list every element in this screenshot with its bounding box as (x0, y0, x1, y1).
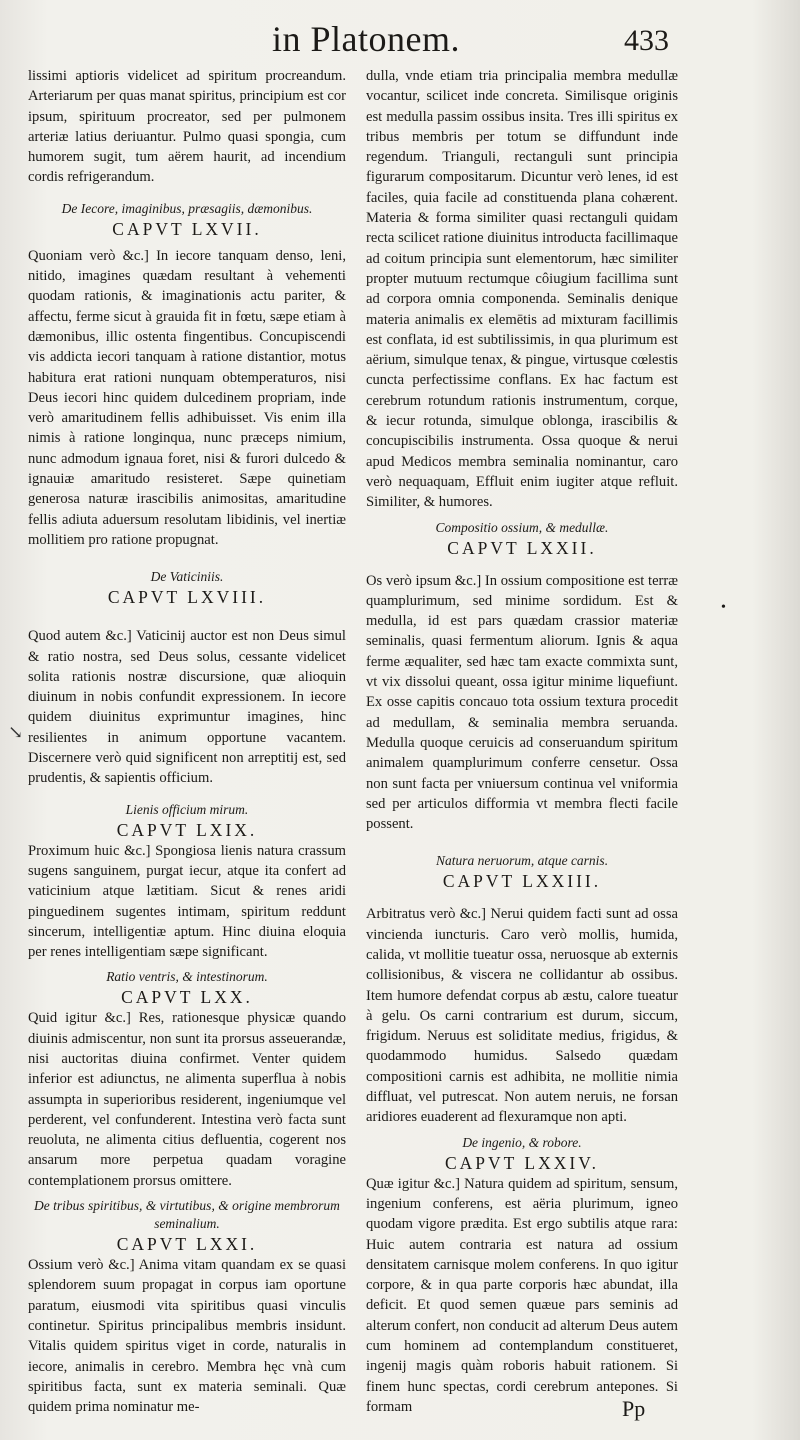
section-title: Lienis officium mirum. (125, 801, 249, 817)
signature-mark: Pp (622, 1396, 646, 1421)
section-text: Quod autem &c.] Vaticinij auctor est non Deus simul & ratio nostra, sed Deus solus, cessante videlicet solita rationis nostræ discursione, quæ alioquin diuinum in nobis confundit expressionem. In iecore quidem diuinitus exprimuntur imagines, hinc resilientes in animum opportune vacantem. Discernere verò quid significent non arreptitij est, sed prudentis, & sapientis officium. (28, 628, 346, 787)
section-text: Proximum huic &c.] Spongiosa lienis natura crassum sugens sanguinem, purgat iecur, atque ita confert ad vaticinium atque lætitiam. Sicut & renes aridi pinguedinem sugentes intimam, spiritum reddunt sincerum, intelligentiæ aptum. Hinc diuina eloquia per renes intelligentiam sæpe significant. (28, 842, 346, 961)
right-column-intro: dulla, vnde etiam tria principalia membra medullæ vocantur, scilicet inde concreta. Similisque originis est medulla passim ossibus insita. Tres illi spiritus ex tribus membris per totum se diffundunt inde regendum. Trianguli, rectanguli sunt principia figurarum compositarum. Dicuntur verò lenes, id est faciles, quia facile ad constituenda plana cohærent. Materia & forma similiter quasi rectanguli quidam recta scilicet ratione diuinitus introducta facillimaque ad coitum principia sunt elementorum, hæc similiter propter mutuum rectumque côiugium facillima sunt ad corpora omnia componenda. Seminalis denique materia animalis ex elemētis ad mixturam facillimis est conflata, id est subtilissimis, in qua plurimum est aërium, simulque tenax, & pingue, virtusque cœlestis cuncta perfectissime conflans. Ex hac factum est cerebrum rotundum rationis instrumentum, corque, & iecur rotunda, simulque oblonga, irascibilis & concupiscibilis instrumenta. Ossa quoque & nerui apud Medicos membra seminalia nominantur, caro verò nequaquam, Effluit enim iugiter atque refluit. Similiter, & humores. (366, 68, 678, 511)
section-title: De Iecore, imaginibus, præsagiis, dæmonibus. (61, 200, 313, 216)
section-title: De Vaticiniis. (150, 569, 224, 585)
section-caput-70 (28, 968, 346, 1191)
section-title: Ratio ventris, & intestinorum. (106, 969, 268, 985)
section-text: Arbitratus verò &c.] Nerui quidem facti sunt ad ossa vincienda iuncturis. Caro verò mollis, humida, calida, vt mollitie tueatur ossa, neruosque ab externis collisionibus, & viscera ne collidantur ab ossibus. Item humore defendat corpus ab æstu, calore tueatur à gelu. Os carni contrarium est durum, siccum, frigidum. Neruus est soliditate medius, frigidus, & quodammodo humidus. Salsedo quædam compositioni carnis est adhibita, ne mollitie nimia diffluat, vel putrescat. Non autem neruis, ne forsan aridiores euaderent ad flexuramque non apti. (366, 906, 678, 1126)
page-number: 433 (624, 24, 669, 57)
section-title: Compositio ossium, & medullæ. (435, 519, 609, 535)
left-column (28, 66, 346, 1417)
caput-heading: CAPVT LXVIII. (107, 587, 267, 608)
section-caput-71 (28, 1197, 346, 1417)
page-header (0, 18, 800, 70)
caput-heading: CAPVT LXXII. (447, 537, 597, 558)
section-caput-74 (366, 1134, 678, 1418)
section-text: Quoniam verò &c.] In iecore tanquam denso, leni, nitido, imagines quædam resultant à vehementi quodam rationis, & imaginationis actu pariter, & affectu, ferme sicut à grauida fit in fœtu, sæpe etiam à dæmonibus, illic ostenta fingentibus. Concupiscendi vis addicta iecori tanquam à ratione distantior, motus habitura erat rationi nunquam obtemperaturos, nisi Deus iecori hinc quidem dulcedinem propriam, inde verò amaritudinem fellis adhibuisset. Vis enim illa nimis à ratione longinqua, nunc præceps nimium, nunc admodum ignaua foret, nisi & furori dulcedo & ignauiæ amaritudo resisteret. Sæpe quinetiam generosa naturæ irascibilis animositas, amaritudine fellis adiuta aduersum resolutam libidinis, vel inertiæ mollitiem pro ratione propugnat. (28, 247, 346, 548)
section-text: Quid igitur &c.] Res, rationesque physicæ quando diuinis admiscentur, non sunt ita prorsus asseuerandæ, nisi auctoritas diuina confirmet. Venter quidem inferior est adiunctus, ne alimenta superflua à nobis assumpta in superioribus residerent, ingeniumque vel perderent, vel confunderent. Intestina verò facta sunt reuoluta, ne alimenta citius defluentia, cogerent nos ansarum more perpetua quadam voragine contemplationem prorsus omittere. (28, 1010, 346, 1189)
caput-heading: CAPVT LXX. (121, 987, 253, 1008)
running-head: in Platonem. (272, 19, 460, 59)
section-caput-69 (28, 801, 346, 963)
section-caput-67 (28, 200, 346, 550)
section-text: Os verò ipsum &c.] In ossium compositione est terræ quamplurimum, sed minime sordidum. Est & medulla, id est pars quædam crassior materiæ seminalis, quasi fermentum aliorum. Ignis & aqua ferme æqualiter, sed hæc tam exacte commixta sunt, vt vix dissolui queant, ossa igitur minime liquefiunt. Ex osse capitis concauo tota ossium textura procedit ad medullam, & seminalia membra seruanda. Medulla quoque ceruicis ad conseruandum spiritum animalem quamplurimum conferre censetur. Ossa non sunt facta per vniuersum continua vel vniformia sed per articulos difformia vt membra flecti facile possent. (366, 572, 678, 833)
section-title: Natura neruorum, atque carnis. (435, 853, 609, 869)
marginal-mark: ↘ (8, 722, 24, 742)
section-caput-68 (28, 568, 346, 788)
section-caput-73 (366, 852, 678, 1127)
caput-heading: CAPVT LXXIV. (445, 1152, 599, 1173)
ink-dot: • (721, 600, 726, 615)
section-caput-72 (366, 519, 678, 835)
right-column (366, 66, 678, 1417)
caput-heading: CAPVT LXVII. (112, 218, 262, 239)
section-text: Ossium verò &c.] Anima vitam quandam ex se quasi splendorem suum propagat in corpus iam oportune paratum, eiusmodi vita spiritibus quasi vinculis continetur. Spiritus principalibus membris insidunt. Vitalis quidem spiritus viget in corde, naturalis in iecore, animalis in cerebro. Membra hęc vnà cum spiritibus facta, sunt ex materia seminali. Quæ quidem prima nominatur me- (28, 1257, 346, 1416)
section-text: Quæ igitur &c.] Natura quidem ad spiritum, sensum, ingenium conferens, est aëria plurimum, igneo quodam vigore prædita. Est ergo subtilis atque rara: Huic autem contraria est natura ad ossium densitatem carnisque molem conferens. In quo igitur corpore, & in qua parte corporis hæc abundat, illa deficit. Et quod semen quæue pars seminis ad alterum confert, non conducit ad alterum Deus autem cum hominem ad contemplandum constitueret, ingenij magis quàm roboris habuit rationem. Si finem hunc spectas, cordi cerebrum antepones. Si formam (366, 1175, 678, 1415)
caput-heading: CAPVT LXXI. (116, 1234, 258, 1255)
caput-heading: CAPVT LXXIII. (442, 871, 602, 892)
section-title: De tribus spiritibus, & virtutibus, & origine membrorum seminalium. (34, 1198, 340, 1232)
caput-heading: CAPVT LXIX. (116, 819, 258, 840)
left-column-intro: lissimi aptioris videlicet ad spiritum procreandum. Arteriarum per quas manat spiritus, principium est cor ipsum, spirituum procreator, sed per pulmonem arteriæ latius deriuantur. Pulmo quasi spongia, cum humorem sugit, tum aërem haurit, ad incendium cordis refrigerandum. (28, 68, 346, 186)
section-title: De ingenio, & robore. (462, 1134, 582, 1150)
